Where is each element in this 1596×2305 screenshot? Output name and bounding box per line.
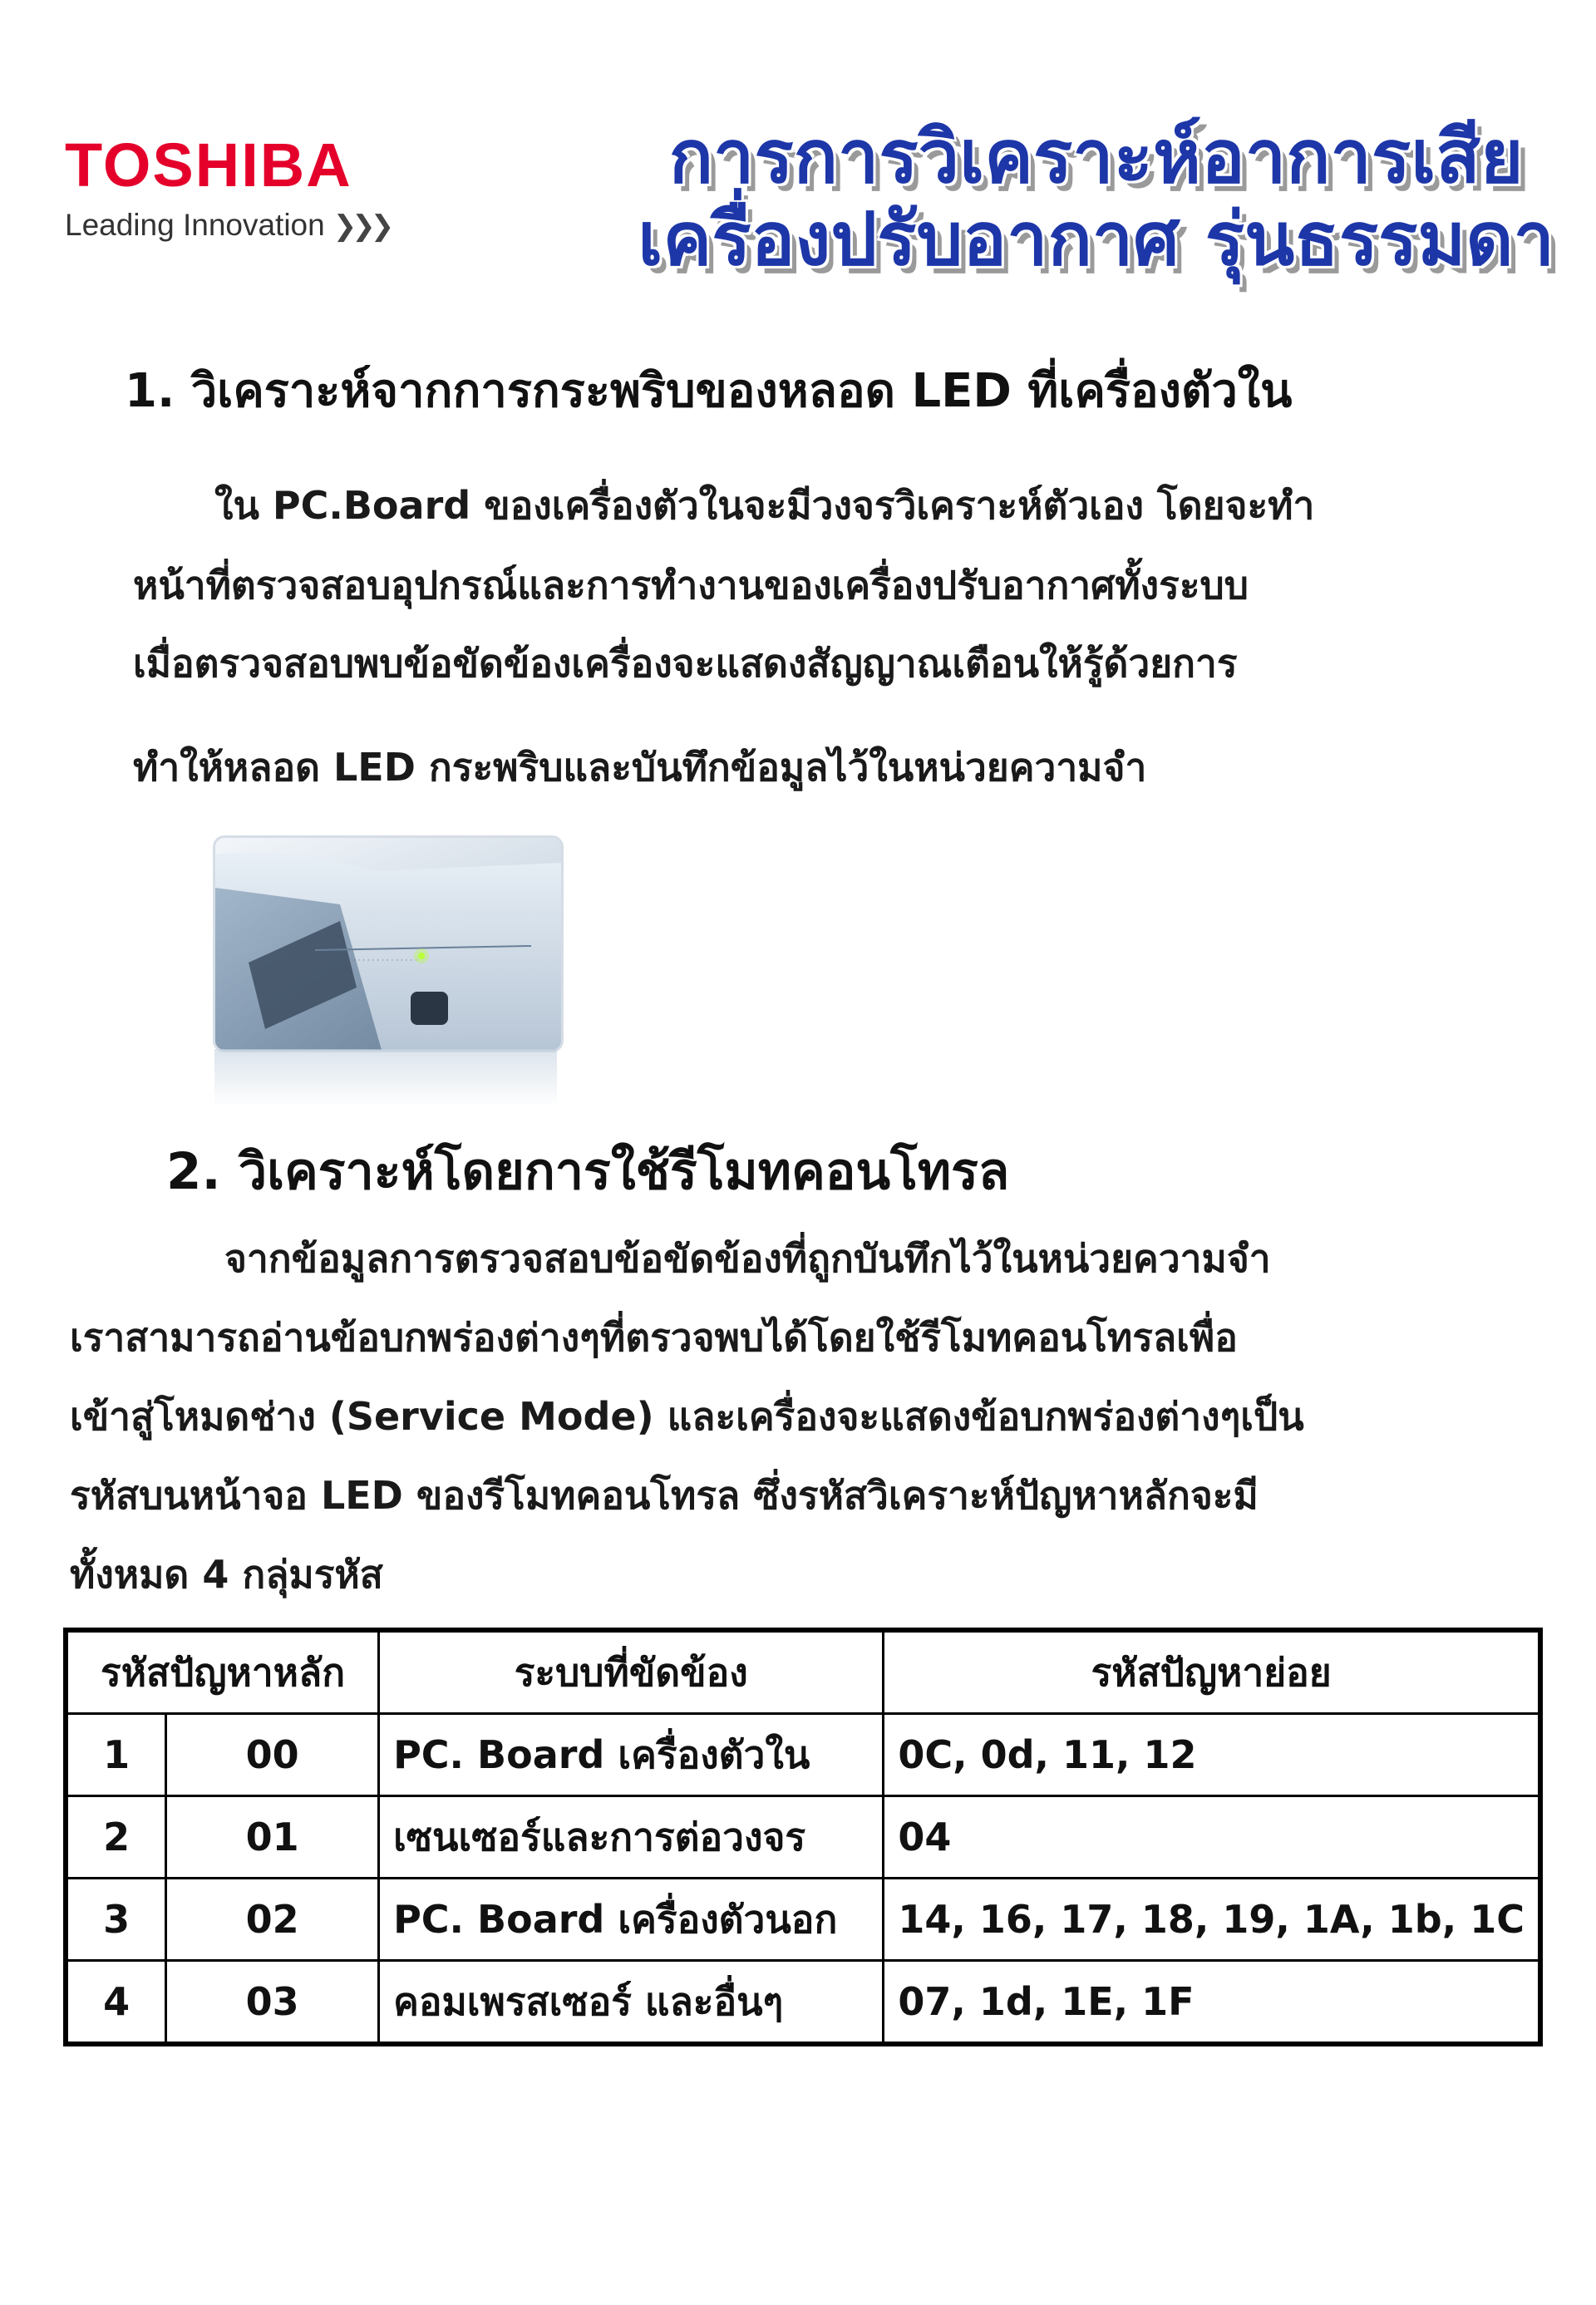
row-number: 2 xyxy=(66,1796,166,1879)
error-code-table xyxy=(63,1628,1543,2046)
table-row xyxy=(66,1961,1540,2045)
section2-line-3: เข้าสู่โหมดช่าง (Service Mode) และเครื่องจะแสดงข้อบกพร่องต่างๆเป็น xyxy=(70,1394,1304,1439)
main-code: 03 xyxy=(166,1961,379,2045)
indoor-unit-led-photo xyxy=(213,835,564,1052)
main-code: 00 xyxy=(166,1714,379,1796)
row-number: 1 xyxy=(66,1714,166,1796)
table-header-row xyxy=(66,1630,1540,1714)
system-name: PC. Board เครื่องตัวใน xyxy=(379,1714,884,1796)
section1-line-2: หน้าที่ตรวจสอบอุปกรณ์และการทำงานของเครื่องปรับอากาศทั้งระบบ xyxy=(133,563,1249,608)
section1-heading: 1. วิเคราะห์จากการกระพริบของหลอด LED ที่เครื่องตัวใน xyxy=(125,364,1293,418)
table-row xyxy=(66,1879,1540,1961)
logo-brand: TOSHIBA xyxy=(65,131,352,199)
section2-line-1: จากข้อมูลการตรวจสอบข้อขัดข้องที่ถูกบันทึกไว้ในหน่วยความจำ xyxy=(224,1236,1271,1281)
photo-reflection xyxy=(214,1049,557,1107)
section1-line-3: เมื่อตรวจสอบพบข้อขัดข้องเครื่องจะแสดงสัญญาณเตือนให้รู้ด้วยการ xyxy=(133,641,1238,686)
section1-line-4: ทำให้หลอด LED กระพริบและบันทึกข้อมูลไว้ในหน่วยความจำ xyxy=(133,745,1147,790)
chevrons-icon: ❯❯❯ xyxy=(332,210,390,242)
table-row xyxy=(66,1714,1540,1796)
sub-codes: 04 xyxy=(884,1796,1540,1879)
svg-text:· · · · · · · · · · · · · · ·: · · · · · · · · · · · · · · · xyxy=(348,957,417,965)
section2-heading: 2. วิเคราะห์โดยการใช้รีโมทคอนโทรล xyxy=(166,1142,1010,1201)
banner-line-2: เครื่องปรับอากาศ รุ่นธรรมดา xyxy=(638,195,1554,282)
system-name: PC. Board เครื่องตัวนอก xyxy=(379,1879,884,1961)
sub-codes: 07, 1d, 1E, 1F xyxy=(884,1961,1540,2045)
main-code: 02 xyxy=(166,1879,379,1961)
section2-line-4: รหัสบนหน้าจอ LED ของรีโมทคอนโทรล ซึ่งรหัสวิเคราะห์ปัญหาหลักจะมี xyxy=(70,1473,1259,1518)
logo-tagline xyxy=(65,208,389,243)
header-main-code: รหัสปัญหาหลัก xyxy=(66,1630,379,1714)
section1-line-1: ใน PC.Board ของเครื่องตัวในจะมีวงจรวิเคราะห์ตัวเอง โดยจะทำ xyxy=(214,483,1315,528)
row-number: 3 xyxy=(66,1879,166,1961)
main-code: 01 xyxy=(166,1796,379,1879)
row-number: 4 xyxy=(66,1961,166,2045)
section2-line-5: ทั้งหมด 4 กลุ่มรหัส xyxy=(70,1552,383,1597)
toshiba-logo xyxy=(65,131,390,243)
header-sub-code: รหัสปัญหาย่อย xyxy=(884,1630,1540,1714)
sub-codes: 14, 16, 17, 18, 19, 1A, 1b, 1C xyxy=(884,1879,1540,1961)
table-row xyxy=(66,1796,1540,1879)
system-name: เซนเซอร์และการต่อวงจร xyxy=(379,1796,884,1879)
header-system: ระบบที่ขัดข้อง xyxy=(379,1630,884,1714)
sub-codes: 0C, 0d, 11, 12 xyxy=(884,1714,1540,1796)
banner-line-1: การการวิเคราะห์อาการเสีย xyxy=(668,114,1524,199)
system-name: คอมเพรสเซอร์ และอื่นๆ xyxy=(379,1961,884,2045)
banner-title xyxy=(638,116,1554,280)
section2-line-2: เราสามารถอ่านข้อบกพร่องต่างๆที่ตรวจพบได้โดยใช้รีโมทคอนโทรลเพื่อ xyxy=(70,1315,1238,1360)
indoor-unit-illustration xyxy=(215,838,561,1050)
logo-tagline-text: Leading Innovation xyxy=(65,208,325,242)
